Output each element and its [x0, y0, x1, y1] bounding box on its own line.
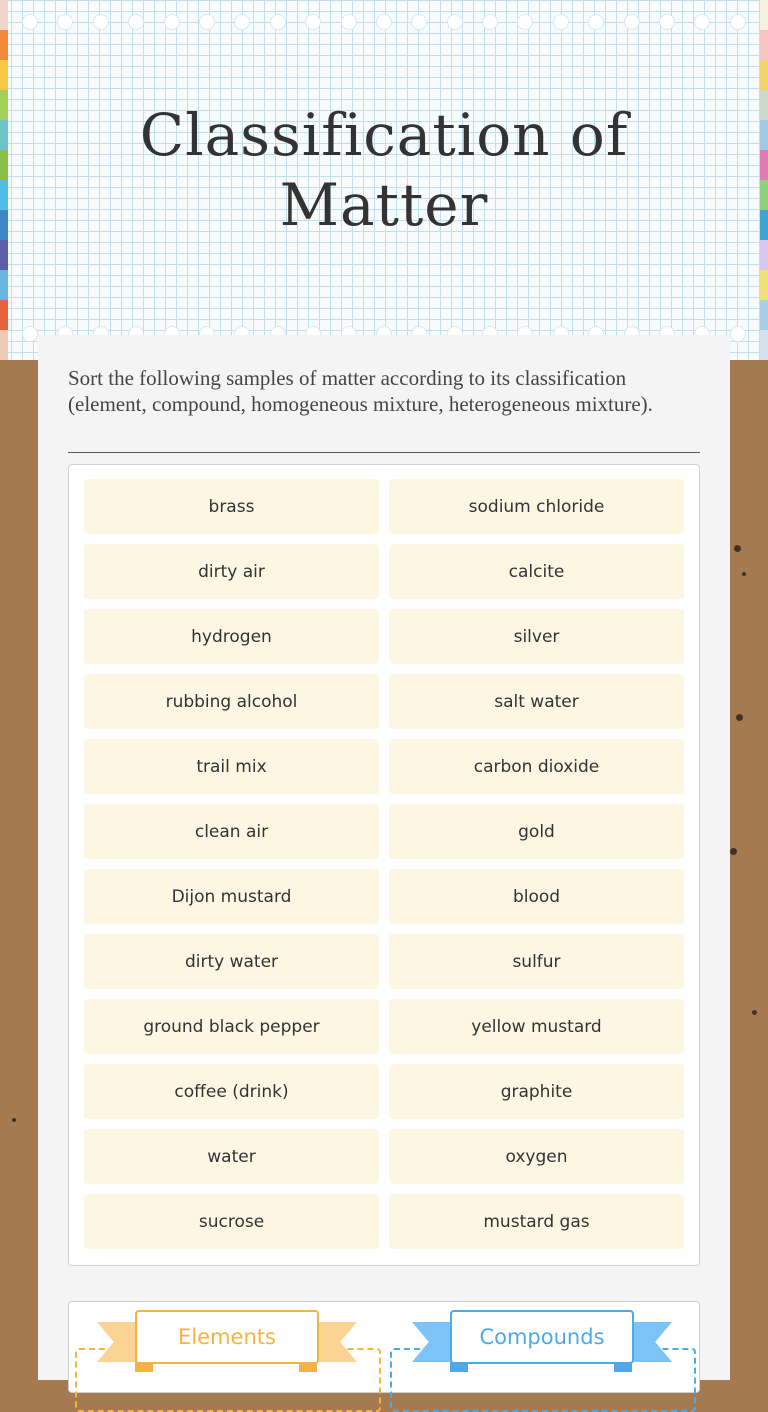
- rainbow-border-right: [760, 0, 768, 360]
- category-label-compounds: Compounds: [450, 1310, 634, 1364]
- draggable-answer-chip[interactable]: salt water: [389, 674, 684, 729]
- draggable-answer-chip[interactable]: ground black pepper: [84, 999, 379, 1054]
- draggable-answer-chip[interactable]: Dijon mustard: [84, 869, 379, 924]
- title-line-2: Matter: [279, 171, 489, 239]
- draggable-answer-chip[interactable]: hydrogen: [84, 609, 379, 664]
- draggable-answer-chip[interactable]: mustard gas: [389, 1194, 684, 1249]
- cork-speck: [752, 1010, 757, 1015]
- binder-holes-top: [22, 14, 746, 32]
- draggable-answer-chip[interactable]: coffee (drink): [84, 1064, 379, 1119]
- draggable-answer-chip[interactable]: sodium chloride: [389, 479, 684, 534]
- draggable-answer-chip[interactable]: calcite: [389, 544, 684, 599]
- category-label-elements: Elements: [135, 1310, 319, 1364]
- title-line-1: Classification of: [139, 101, 629, 169]
- worksheet-panel: [38, 335, 730, 1380]
- draggable-answer-chip[interactable]: gold: [389, 804, 684, 859]
- rainbow-border-left: [0, 0, 8, 360]
- word-bank: [68, 464, 700, 1266]
- sort-area: [68, 1301, 700, 1393]
- cork-speck: [730, 848, 737, 855]
- draggable-answer-chip[interactable]: rubbing alcohol: [84, 674, 379, 729]
- draggable-answer-chip[interactable]: clean air: [84, 804, 379, 859]
- draggable-answer-chip[interactable]: sucrose: [84, 1194, 379, 1249]
- instructions-text: Sort the following samples of matter according to its classification (element, compound, homogeneous mixture, heterogeneous mixture).: [68, 366, 653, 416]
- draggable-answer-chip[interactable]: dirty air: [84, 544, 379, 599]
- divider: [68, 452, 700, 453]
- word-bank-grid: [84, 479, 684, 1249]
- draggable-answer-chip[interactable]: sulfur: [389, 934, 684, 989]
- worksheet-header: [0, 0, 768, 360]
- draggable-answer-chip[interactable]: blood: [389, 869, 684, 924]
- draggable-answer-chip[interactable]: yellow mustard: [389, 999, 684, 1054]
- draggable-answer-chip[interactable]: water: [84, 1129, 379, 1184]
- draggable-answer-chip[interactable]: graphite: [389, 1064, 684, 1119]
- category-banner-compounds: [412, 1310, 672, 1370]
- draggable-answer-chip[interactable]: brass: [84, 479, 379, 534]
- cork-speck: [734, 545, 741, 552]
- page-title: [100, 100, 668, 240]
- category-banner-elements: [97, 1310, 357, 1370]
- draggable-answer-chip[interactable]: carbon dioxide: [389, 739, 684, 794]
- draggable-answer-chip[interactable]: dirty water: [84, 934, 379, 989]
- draggable-answer-chip[interactable]: oxygen: [389, 1129, 684, 1184]
- cork-speck: [736, 714, 743, 721]
- draggable-answer-chip[interactable]: silver: [389, 609, 684, 664]
- draggable-answer-chip[interactable]: trail mix: [84, 739, 379, 794]
- cork-speck: [12, 1118, 16, 1122]
- cork-speck: [742, 572, 746, 576]
